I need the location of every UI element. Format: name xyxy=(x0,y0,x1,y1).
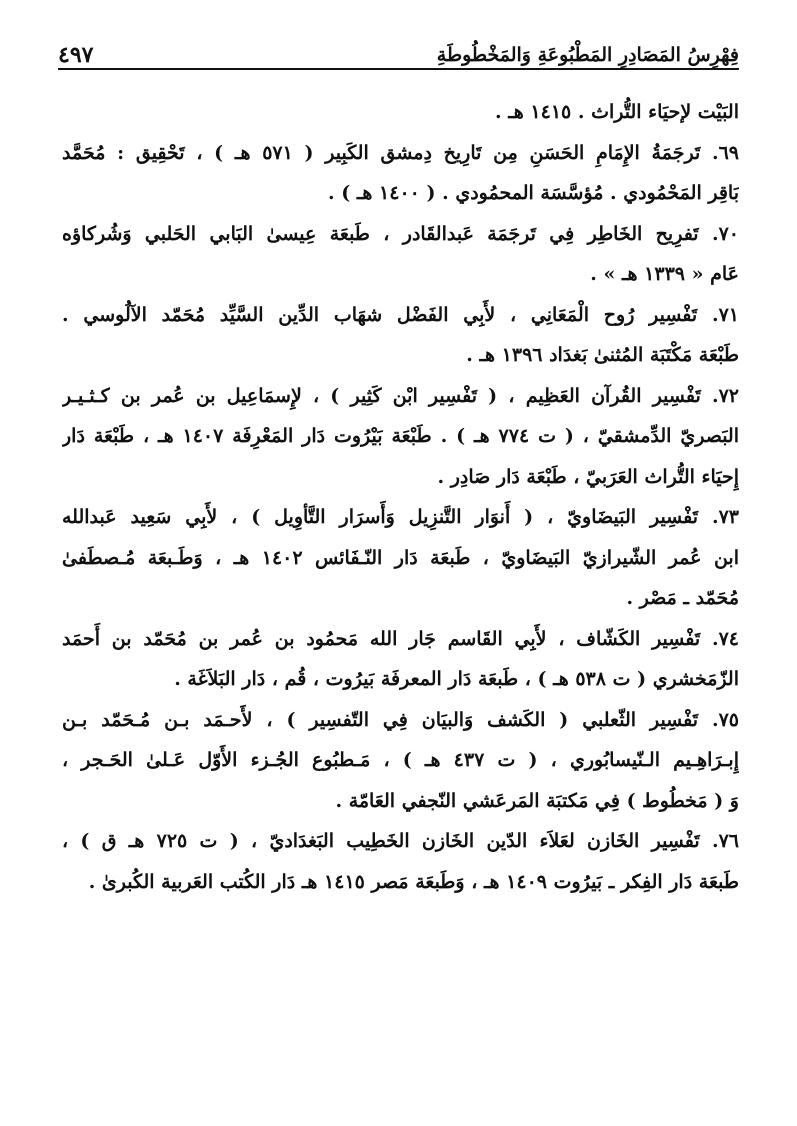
entry-line: وَ ( مَخطُوط ) فِي مَكتبَة المَرعَشي النّجفي العَامّة . xyxy=(335,789,739,812)
bibliography-entry xyxy=(62,821,739,902)
entry-line: إِحيَاء التُّراث العَرَبيّ ، طَبْعَة دَار صَادِر . xyxy=(437,465,739,488)
entry-line: ٧٦. تَفْسِير الخَازن لعَلاَء الدّين الخَازن الخَطِيب البَغدَاديّ ، ( ت ٧٢٥ هـ ق ) ، xyxy=(62,830,739,852)
header-rule xyxy=(58,68,739,70)
entry-line: البَصريّ الدِّمشقيّ ، ( ت ٧٧٤ هـ ) . طَبْعَة بَيْرُوت دَار المَعْرِفَة ١٤٠٧ هـ ، طَبْعَة دَار xyxy=(62,425,739,447)
bibliography-entry xyxy=(62,497,739,619)
bibliography-entry xyxy=(62,133,739,214)
entry-line: طَبعَة دَار الفِكر ـ بَيرُوت ١٤٠٩ هـ ، وَطَبعَة مَصر ١٤١٥ هـ دَار الكُتب العَربية الكُبرىٰ . xyxy=(88,870,739,893)
page-number: ٤٩٧ xyxy=(58,42,94,68)
bibliography-entry xyxy=(62,619,739,700)
entry-line: مُحَمّد ـ مَصْر . xyxy=(626,587,739,609)
running-title: فِهْرِسُ المَصَادِرِ المَطْبُوعَةِ وَالمَخْطُوطَةِ xyxy=(436,44,739,66)
entry-line: الزّمَخشري ( ت ٥٣٨ هـ ) ، طَبعَة دَار المعرفَة بَيرُوت ، قُم ، دَار البَلاَغَة . xyxy=(174,668,739,690)
entry-line: ٧١. تَفْسِير رُوح الْمَعَانِي ، لأَبِي الفَضْل شهَاب الدِّين السَّيِّد مُحَمّد الآلُوسي . xyxy=(62,303,739,326)
entry-line: ٧٤. تَفْسِير الكَشّاف ، لأَبِي القَاسم جَار الله مَحمُود بن عُمر بن مُحَمّد بن أَحمَد xyxy=(62,627,739,650)
bibliography-list xyxy=(62,92,739,902)
bibliography-entry xyxy=(62,92,739,133)
bibliography-entry xyxy=(62,214,739,295)
entry-line: ابن عُمر الشّيرازيّ البَيضَاويّ ، طَبعَة دَار النّـفَائس ١٤٠٢ هـ ، وَطَـبعَة مُـصطَفىٰ xyxy=(62,546,739,569)
entry-line: ٧٢. تَفْسِير القُرآن العَظِيم ، ( تَفْسِير ابْن كَثِير ) ، لإِسمَاعِيل بن عُمر بن كـثـيـر xyxy=(62,384,739,407)
bibliography-entry xyxy=(62,700,739,822)
entry-line: ٧٣. تَفْسِير البَيضَاويّ ، ( أَنوَار التَّنزِيل وَأَسرَار التَّأوِيل ) ، لأَبِي سَعِيد عَبدالله xyxy=(62,506,739,528)
entry-line: ٧٥. تَفْسِير الثّعلبي ( الكَشف وَالبيَان فِي التّفسِير ) ، لأَحـمَد بـن مُـحَمّد بـن xyxy=(62,708,739,731)
entry-line: إِبـرَاهِـيم الـنّيسابُوري ، ( ت ٤٣٧ هـ ) ، مَـطبُوع الجُـزء الأَوّل عَـلىٰ الحَـجر ، xyxy=(62,749,739,771)
entry-line: عَام « ١٣٣٩ هـ » . xyxy=(590,263,739,285)
bibliography-entry xyxy=(62,376,739,498)
entry-line: بَاقِر المَحْمُودي . مُؤسَّسَة المحمُودي . ( ١٤٠٠ هـ ) . xyxy=(328,182,739,204)
bibliography-entry xyxy=(62,295,739,376)
entry-line: ٦٩. تَرجَمَةُ الإِمَامِ الحَسَنِ مِن تَارِيخ دِمشق الكَبِير ( ٥٧١ هـ ) ، تَحْقِيق : مُحَمَّد xyxy=(62,141,739,164)
entry-line: ٧٠. تَفرِيح الخَاطِر فِي تَرجَمَة عَبدالقَادر ، طَبعَة عِيسىٰ البَابي الحَلبي وَشُركاؤه xyxy=(62,222,739,245)
page-header xyxy=(58,30,739,70)
entry-line: البَيْت لإحيَاء التُّراث . ١٤١٥ هـ . xyxy=(494,101,739,123)
entry-line: طَبْعَة مَكْتَبَة المُثنىٰ بَغدَاد ١٣٩٦ هـ . xyxy=(466,344,739,366)
